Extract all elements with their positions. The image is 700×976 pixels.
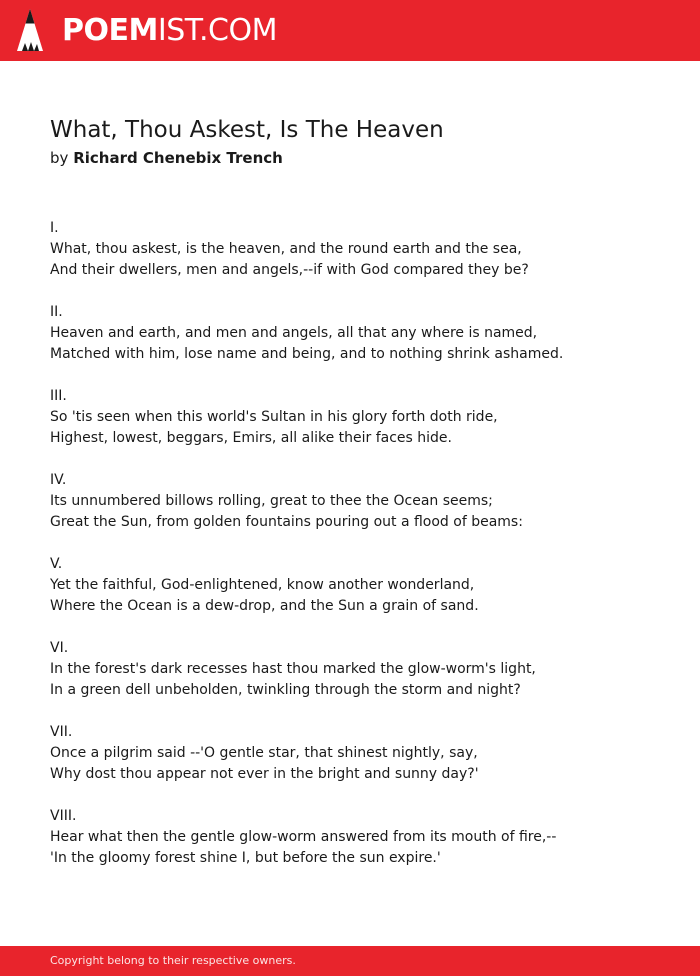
stanza-number: VIII. bbox=[50, 808, 77, 824]
author-name: Richard Chenebix Trench bbox=[73, 149, 283, 167]
stanza-number: IV. bbox=[50, 472, 67, 488]
byline bbox=[50, 149, 283, 167]
poem-line: So 'tis seen when this world's Sultan in his glory forth doth ride, bbox=[50, 409, 498, 425]
poem-line: Highest, lowest, beggars, Emirs, all alike their faces hide. bbox=[50, 430, 452, 446]
site-header bbox=[0, 0, 700, 61]
by-label: by bbox=[50, 149, 69, 167]
stanza-number: II. bbox=[50, 304, 63, 320]
poem-line: Matched with him, lose name and being, and to nothing shrink ashamed. bbox=[50, 346, 564, 362]
stanza bbox=[50, 470, 670, 533]
poem-line: In a green dell unbeholden, twinkling through the storm and night? bbox=[50, 682, 521, 698]
stanza bbox=[50, 302, 670, 365]
poem-line: Heaven and earth, and men and angels, all that any where is named, bbox=[50, 325, 538, 341]
poem-line: 'In the gloomy forest shine I, but before the sun expire.' bbox=[50, 850, 441, 866]
poem-line: Great the Sun, from golden fountains pouring out a flood of beams: bbox=[50, 514, 523, 530]
stanza bbox=[50, 638, 670, 701]
stanza-number: VI. bbox=[50, 640, 69, 656]
site-logo[interactable] bbox=[62, 11, 277, 51]
logo-text-bold: POEM bbox=[62, 13, 158, 48]
poem-line: Why dost thou appear not ever in the bright and sunny day?' bbox=[50, 766, 479, 782]
poem-body bbox=[50, 218, 670, 890]
site-footer bbox=[0, 946, 700, 976]
stanza bbox=[50, 722, 670, 785]
stanza-number: I. bbox=[50, 220, 59, 236]
poem-title: What, Thou Askest, Is The Heaven bbox=[50, 117, 444, 143]
poem-line: Once a pilgrim said --'O gentle star, that shinest nightly, say, bbox=[50, 745, 478, 761]
poem-line: Where the Ocean is a dew-drop, and the Sun a grain of sand. bbox=[50, 598, 479, 614]
stanza bbox=[50, 218, 670, 281]
stanza bbox=[50, 386, 670, 449]
poem-line: And their dwellers, men and angels,--if with God compared they be? bbox=[50, 262, 529, 278]
poem-line: What, thou askest, is the heaven, and the round earth and the sea, bbox=[50, 241, 522, 257]
stanza-number: V. bbox=[50, 556, 63, 572]
poem-line: In the forest's dark recesses hast thou marked the glow-worm's light, bbox=[50, 661, 536, 677]
pencil-icon[interactable] bbox=[17, 9, 43, 51]
copyright-text: Copyright belong to their respective owners. bbox=[50, 954, 296, 967]
stanza-number: VII. bbox=[50, 724, 73, 740]
logo-text-light: IST.COM bbox=[157, 13, 277, 48]
stanza-number: III. bbox=[50, 388, 67, 404]
poem-line: Its unnumbered billows rolling, great to thee the Ocean seems; bbox=[50, 493, 493, 509]
poem-line: Yet the faithful, God-enlightened, know another wonderland, bbox=[50, 577, 475, 593]
stanza bbox=[50, 554, 670, 617]
stanza bbox=[50, 806, 670, 869]
poem-line: Hear what then the gentle glow-worm answered from its mouth of fire,-- bbox=[50, 829, 557, 845]
